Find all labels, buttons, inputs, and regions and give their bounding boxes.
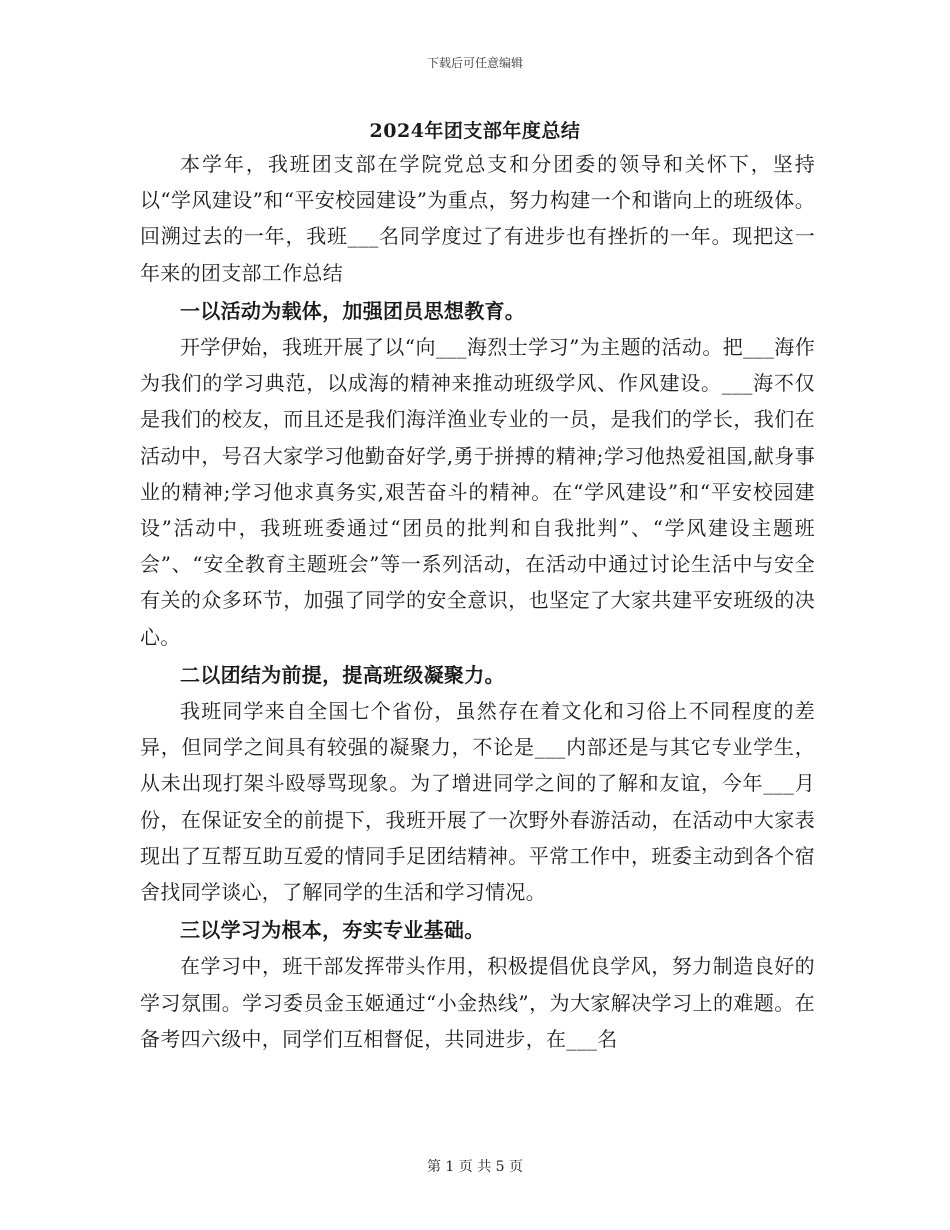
paragraph-section-2: 我班同学来自全国七个省份，虽然存在着文化和习俗上不同程度的差异，但同学之间具有较强的凝聚力，不论是___内部还是与其它专业学生，从未出现打架斗殴辱骂现象。为了增进同学之间的了解和友谊，今年___月份，在保证安全的前提下，我班开展了一次野外春游活动，在活动中大家表现出了互帮互助互爱的情同手足团结精神。平常工作中，班委主动到各个宿舍找同学谈心，了解同学的生活和学习情况。 xyxy=(140,699,815,905)
section-heading-3: 三以学习为根本，夯实专业基础。 xyxy=(180,918,485,943)
paragraph-intro: 本学年，我班团支部在学院党总支和分团委的领导和关怀下，坚持以“学风建设”和“平安校园建设”为重点，努力构建一个和谐向上的班级体。回溯过去的一年，我班___名同学度过了有进步也有挫折的一年。现把这一年来的团支部工作总结 xyxy=(140,152,815,285)
paragraph-section-3: 在学习中，班干部发挥带头作用，积极提倡优良学风，努力制造良好的学习氛围。学习委员金玉姬通过“小金热线”，为大家解决学习上的难题。在备考四六级中，同学们互相督促，共同进步，在___名 xyxy=(140,954,815,1051)
page-number-footer: 第 1 页 共 5 页 xyxy=(426,1159,524,1175)
section-heading-2: 二以团结为前提，提高班级凝聚力。 xyxy=(180,662,505,687)
paragraph-section-1: 开学伊始，我班开展了以“向___海烈士学习”为主题的活动。把___海作为我们的学习典范，以成海的精神来推动班级学风、作风建设。___海不仅是我们的校友，而且还是我们海洋渔业专业的一员，是我们的学长，我们在活动中，号召大家学习他勤奋好学,勇于拼搏的精神;学习他热爱祖国,献身事业的精神;学习他求真务实,艰苦奋斗的精神。在“学风建设”和“平安校园建设”活动中，我班班委通过“团员的批判和自我批判”、“学风建设主题班会”、“安全教育主题班会”等一系列活动，在活动中通过讨论生活中与安全有关的众多环节，加强了同学的安全意识，也坚定了大家共建平安班级的决心。 xyxy=(140,335,815,649)
section-heading-1: 一以活动为载体，加强团员思想教育。 xyxy=(180,298,526,323)
document-title: 2024年团支部年度总结 xyxy=(369,120,581,142)
page-header-note: 下载后可任意编辑 xyxy=(426,56,523,70)
document-body xyxy=(140,146,815,1057)
